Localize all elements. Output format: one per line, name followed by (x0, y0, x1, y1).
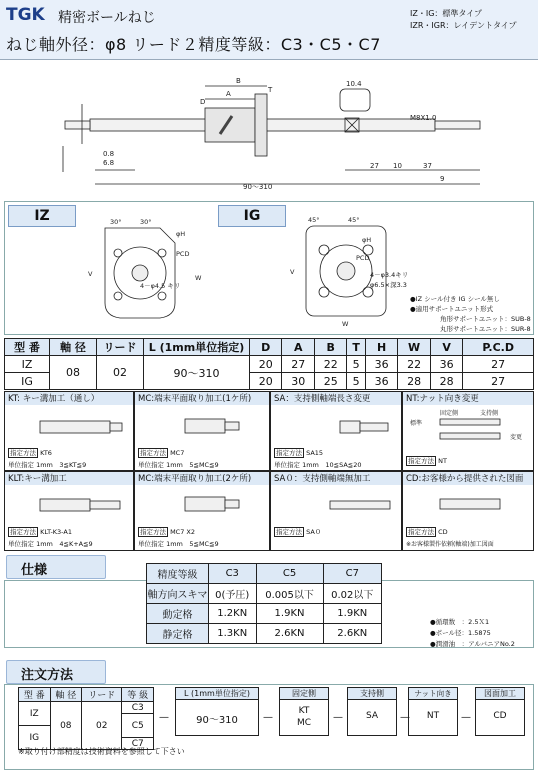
ob-length-value: 90～310 (175, 700, 259, 736)
cd-spec-label: 指定方法 (408, 528, 434, 536)
note-sub: 角形サポートユニット：SUB-8 (440, 315, 531, 323)
oc-iz: IZ (19, 702, 51, 726)
ob-nut-value: NT (408, 700, 458, 736)
ig-w: W (342, 320, 349, 328)
nt-spec-value: NT (438, 457, 447, 465)
th-lead: リード (97, 339, 144, 356)
nt-chg: 変更 (510, 434, 523, 441)
ig-d: 20 (250, 373, 282, 390)
cd-rule: ※お客様製作依頼(軸端)加工図面 (406, 541, 494, 548)
nt-fixed: 固定側 (440, 410, 459, 417)
oc-h2: リード (82, 688, 122, 702)
dim-a: A (226, 90, 231, 98)
ig-hole-2: φ6.5×深3.3 (370, 281, 407, 289)
ig-phi-h: φH (362, 236, 372, 244)
type-note-2: IZR・IGR：レイデントタイプ (410, 21, 517, 30)
mc2-spec (138, 527, 195, 536)
note-seal: ●IZ シール付き IG シール無し (410, 295, 500, 303)
order-box-support (347, 687, 397, 736)
pt-r2-label: 静定格 (147, 624, 209, 644)
mc2-rule: 単位指定 1mm 5≦MC≦9 (138, 540, 219, 548)
mc1-spec-label: 指定方法 (140, 449, 166, 457)
iz-a: 27 (282, 356, 314, 373)
oc-c5: C5 (122, 714, 154, 738)
mc1-rule: 単位指定 1mm 5≦MC≦9 (138, 461, 219, 469)
opt-kt-title: KT: キー溝加工（通し） (5, 392, 133, 405)
iz-angle-1: 30° (110, 218, 122, 226)
iz-v: V (88, 270, 93, 278)
pt-r1-c5: 1.9KN (256, 604, 323, 624)
pt-r2-c3: 1.3KN (209, 624, 257, 644)
nt-spec-label: 指定方法 (408, 457, 434, 465)
dim-6-8: 6.8 (103, 159, 115, 167)
order-section-title: 注文方法 (6, 660, 106, 684)
th-model: 型 番 (5, 339, 50, 356)
iz-w: W (195, 274, 202, 282)
th-h: H (365, 339, 397, 356)
ob-length-header: L (1mm単位指定) (175, 687, 259, 700)
opt-sa0-title: SA０：支持側軸端無加工 (271, 472, 401, 485)
pt-r2-c5: 2.6KN (256, 624, 323, 644)
spec-note-3: ●潤滑油 ：アルバニアNo.2 (430, 640, 515, 648)
page-subtitle: ねじ軸外径：φ8 リード２精度等級：C3・C5・C7 (6, 35, 381, 54)
dim-37: 9 (440, 175, 445, 183)
iz-flange-view (80, 208, 210, 328)
kt-spec-value: KT6 (40, 449, 52, 457)
iz-t: 5 (347, 356, 365, 373)
oc-lead: 02 (82, 702, 122, 750)
dim-8: 27 (370, 162, 379, 170)
dim-27: 10 (393, 162, 402, 170)
order-box-fixed (279, 687, 329, 736)
th-shaft: 軸 径 (50, 339, 97, 356)
kt-rule: 単位指定 1mm 3≦KT≦9 (8, 461, 87, 469)
cell-length: 90～310 (144, 356, 250, 390)
cell-shaft: 08 (50, 356, 97, 390)
row-ig-model: IG (5, 373, 50, 390)
opt-klt-title: KLT:キー溝加工 (5, 472, 133, 485)
ig-hole-1: 4－φ3.4キリ (370, 271, 409, 279)
pt-h3: C7 (323, 564, 381, 584)
iz-b: 22 (314, 356, 346, 373)
oc-h0: 型 番 (19, 688, 51, 702)
oc-h3: 等 級 (122, 688, 154, 702)
spec-note-1: ●循環数 ：2.5Ｘ1 (430, 618, 490, 626)
dim-length: 90～310 (243, 183, 273, 191)
cd-spec-value: CD (438, 528, 448, 536)
pt-r1-c3: 1.2KN (209, 604, 257, 624)
pt-r0-label: 軸方向スキマ (147, 584, 209, 604)
order-note: ※取り付け部精度は技術資料を参照して下さい (18, 747, 185, 756)
dim-m8: M8X1.0 (410, 114, 437, 122)
pt-r0-c3: 0(予圧) (209, 584, 257, 604)
dash-1: — (159, 712, 169, 723)
cell-lead: 02 (97, 356, 144, 390)
sa0-spec-label: 指定方法 (276, 528, 302, 536)
th-length: L (1mm単位指定) (144, 339, 250, 356)
sa-spec-value: SA15 (306, 449, 324, 457)
ig-a: 30 (282, 373, 314, 390)
note-support: ●適用サポートユニット形式 (410, 305, 494, 313)
ig-v: 28 (430, 373, 462, 390)
oc-shaft: 08 (50, 702, 82, 750)
dim-d: D (200, 98, 206, 106)
ob-fixed-value: KT MC (279, 700, 329, 736)
sa0-spec-value: SA０ (306, 528, 322, 536)
ob-support-value: SA (347, 700, 397, 736)
klt-spec (8, 527, 72, 536)
cd-spec (406, 527, 448, 536)
sa-spec (274, 448, 323, 457)
th-b: B (314, 339, 346, 356)
klt-rule: 単位指定 1mm 4≦K+A≦9 (8, 540, 93, 548)
row-iz-model: IZ (5, 356, 50, 373)
ig-flange-view (286, 208, 409, 328)
iz-pcd: PCD (176, 250, 190, 258)
ig-b: 25 (314, 373, 346, 390)
option-sketches (0, 391, 538, 551)
ig-w: 28 (398, 373, 430, 390)
iz-phi-h: φH (176, 230, 186, 238)
oc-c3: C3 (122, 702, 154, 714)
kt-spec (8, 448, 52, 457)
opt-sa-title: SA：支持側軸端長さ変更 (271, 392, 401, 405)
oc-ig: IG (19, 726, 51, 750)
iz-v: 36 (430, 356, 462, 373)
type-note-1: IZ・IG：標準タイプ (410, 9, 482, 18)
klt-spec-label: 指定方法 (10, 528, 36, 536)
ig-t: 5 (347, 373, 365, 390)
page-title: 精密ボールねじ (58, 10, 156, 26)
ballscrew-drawing (0, 64, 538, 194)
dim-10: 37 (423, 162, 432, 170)
ig-pcd: PCD (356, 254, 370, 262)
nt-std: 標準 (410, 420, 423, 427)
mc1-spec (138, 448, 184, 457)
ob-nut-header: ナット向き (408, 687, 458, 700)
dim-10-4: 10.4 (346, 80, 362, 88)
order-code-table (18, 687, 154, 750)
pt-h2: C5 (256, 564, 323, 584)
dash-2: — (263, 712, 273, 723)
ig-h: 36 (365, 373, 397, 390)
opt-mc1-title: MC:端末平面取り加工(1ケ所) (135, 392, 269, 405)
pt-h1: C3 (209, 564, 257, 584)
dim-b: B (236, 77, 241, 85)
iz-tab: IZ (8, 205, 76, 227)
pt-h0: 精度等級 (147, 564, 209, 584)
pt-r1-c7: 1.9KN (323, 604, 381, 624)
iz-angle-2: 30° (140, 218, 152, 226)
sa0-spec (274, 527, 321, 536)
order-box-drawing (475, 687, 525, 736)
dimension-table (4, 338, 534, 390)
dim-0-8: 0.8 (103, 150, 115, 158)
dim-t: T (268, 86, 273, 94)
spec-note-2: ●ボール径：1.5875 (430, 629, 491, 637)
th-v: V (430, 339, 462, 356)
opt-mc2-title: MC:端末平面取り加工(2ケ所) (135, 472, 269, 485)
ob-drawing-value: CD (475, 700, 525, 736)
iz-d: 20 (250, 356, 282, 373)
opt-nt-title: NT:ナット向き変更 (403, 392, 533, 405)
performance-table (146, 563, 382, 644)
nt-spec (406, 456, 447, 465)
ig-angle-1: 45° (308, 216, 320, 224)
ob-support-header: 支持側 (347, 687, 397, 700)
iz-hole: 4－φ4.5 キリ (140, 282, 181, 290)
mc2-spec-label: 指定方法 (140, 528, 166, 536)
oc-c7: C7 (122, 738, 154, 750)
mc1-spec-value: MC7 (170, 449, 185, 457)
nt-support: 支持側 (480, 410, 499, 417)
th-d: D (250, 339, 282, 356)
kt-spec-label: 指定方法 (10, 449, 36, 457)
ig-v: V (290, 268, 295, 276)
oc-h1: 軸 径 (50, 688, 82, 702)
iz-w: 22 (398, 356, 430, 373)
klt-spec-value: KLT-K3-A1 (40, 528, 72, 536)
ob-fixed-header: 固定側 (279, 687, 329, 700)
th-pcd: P.C.D (463, 339, 534, 356)
th-t: T (347, 339, 365, 356)
dash-3: — (333, 712, 343, 723)
order-box-length (175, 687, 259, 736)
dash-4: — (400, 712, 410, 723)
dash-5: — (461, 712, 471, 723)
pt-r0-c7: 0.02以下 (323, 584, 381, 604)
th-a: A (282, 339, 314, 356)
pt-r2-c7: 2.6KN (323, 624, 381, 644)
brand-logo: TGK (6, 5, 45, 25)
spec-section-title: 仕様 (6, 555, 106, 579)
sa-rule: 単位指定 1mm 10≦SA≦20 (274, 461, 362, 469)
ob-drawing-header: 図面加工 (475, 687, 525, 700)
ig-pcd: 27 (463, 373, 534, 390)
order-box-nut (408, 687, 458, 736)
mc2-spec-value: MC7 X2 (170, 528, 196, 536)
sa-spec-label: 指定方法 (276, 449, 302, 457)
pt-r1-label: 動定格 (147, 604, 209, 624)
pt-r0-c5: 0.005以下 (256, 584, 323, 604)
note-sur: 丸形サポートユニット：SUR-8 (440, 325, 531, 333)
th-w: W (398, 339, 430, 356)
iz-h: 36 (365, 356, 397, 373)
ig-tab: IG (218, 205, 286, 227)
ig-angle-2: 45° (348, 216, 360, 224)
opt-cd-title: CD:お客様から提供された図面 (403, 472, 533, 485)
iz-pcd: 27 (463, 356, 534, 373)
